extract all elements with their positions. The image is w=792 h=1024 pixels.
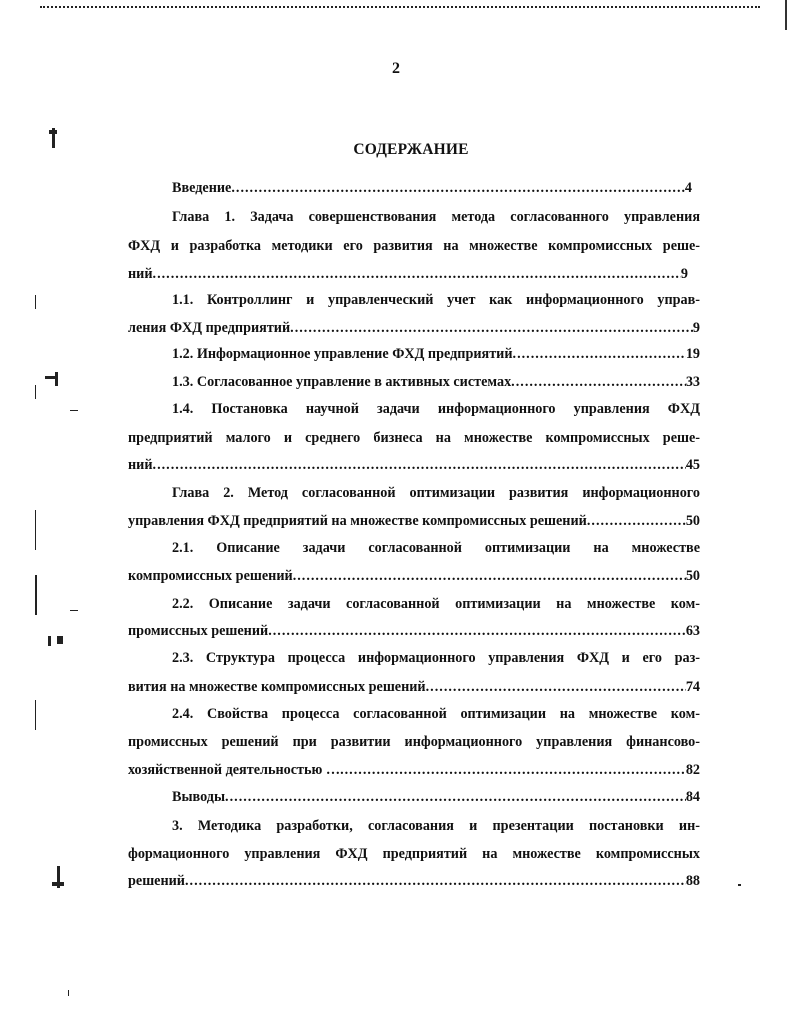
toc-entry-2-3-line1: 2.3. Структура процесса информационного управления ФХД и его раз- — [172, 650, 700, 666]
toc-page: 82 — [685, 762, 700, 778]
scan-artifact-mark — [738, 884, 741, 886]
toc-leader — [268, 622, 686, 640]
toc-leader — [293, 567, 686, 585]
scan-artifact-mark — [35, 385, 36, 399]
toc-entry-1-1-line2 — [128, 319, 700, 337]
scan-artifact-mark — [45, 376, 57, 379]
scan-artifact-mark — [52, 882, 64, 886]
toc-leader — [153, 456, 686, 474]
toc-entry-text: Введение — [172, 180, 232, 196]
toc-page: 19 — [685, 346, 700, 362]
scan-artifact-mark — [35, 575, 37, 615]
toc-title: СОДЕРЖАНИЕ — [353, 141, 469, 158]
toc-page: 63 — [685, 623, 700, 639]
scan-artifact-mark — [55, 372, 58, 386]
toc-entry-2-4-line1: 2.4. Свойства процесса согласованной оптимизации на множестве ком- — [172, 706, 700, 722]
toc-page: 9 — [692, 320, 700, 336]
toc-entry-text: управления ФХД предприятий на множестве компромиссных решений — [128, 513, 587, 529]
toc-page: 88 — [685, 873, 700, 889]
toc-entry-conclusions — [172, 788, 700, 806]
toc-entry-text: 1.2. Информационное управление ФХД предприятий — [172, 346, 513, 362]
toc-entry-text: хозяйственной деятельностью … — [128, 762, 341, 778]
toc-entry-1-4-line2: предприятий малого и среднего бизнеса на множестве компромиссных реше- — [128, 430, 700, 446]
toc-entry-2-2-line2 — [128, 622, 700, 640]
toc-entry-ch1-line2: ФХД и разработка методики его развития на множестве компромиссных реше- — [128, 238, 700, 254]
toc-entry-intro — [172, 179, 692, 197]
page-number: 2 — [392, 60, 400, 77]
toc-entry-text: 1.3. Согласованное управление в активных системах — [172, 374, 512, 390]
toc-page: 84 — [685, 789, 700, 805]
toc-entry-text: Выводы — [172, 789, 226, 805]
toc-page: 4 — [684, 180, 692, 196]
toc-entry-ch3-line2: формационного управления ФХД предприятий на множестве компромиссных — [128, 846, 700, 862]
scan-artifact-mark — [48, 636, 51, 646]
top-border-rule — [40, 6, 760, 8]
toc-entry-text: промиссных решений — [128, 623, 269, 639]
toc-entry-text: решений — [128, 873, 185, 889]
toc-entry-2-1-line1: 2.1. Описание задачи согласованной оптимизации на множестве — [172, 540, 700, 556]
toc-entry-1-3 — [172, 373, 700, 391]
scan-artifact-mark — [57, 636, 63, 644]
toc-entry-1-4-line1: 1.4. Постановка научной задачи информационного управления ФХД — [172, 401, 700, 417]
toc-leader — [587, 512, 686, 530]
toc-entry-2-3-line2 — [128, 678, 700, 696]
toc-entry-text: ний — [128, 266, 153, 282]
toc-leader — [513, 345, 686, 363]
toc-entry-text: ления ФХД предприятий — [128, 320, 291, 336]
toc-entry-text: компромиссных решений — [128, 568, 293, 584]
toc-leader — [153, 265, 681, 283]
toc-entry-1-2 — [172, 345, 700, 363]
toc-page: 50 — [685, 513, 700, 529]
scan-artifact-mark — [70, 410, 78, 411]
toc-leader — [225, 788, 686, 806]
scan-artifact-mark — [70, 610, 78, 611]
toc-entry-1-4-line3 — [128, 456, 700, 474]
toc-entry-1-1-line1: 1.1. Контроллинг и управленческий учет как информационного управ- — [172, 292, 700, 308]
toc-entry-ch3-line1: 3. Методика разработки, согласования и презентации постановки ин- — [172, 818, 700, 834]
toc-leader — [340, 761, 686, 779]
toc-entry-ch2-line2 — [128, 512, 700, 530]
toc-leader — [185, 872, 686, 890]
toc-leader — [290, 319, 693, 337]
toc-entry-ch1-line3 — [128, 265, 688, 283]
toc-entry-text: ний — [128, 457, 153, 473]
toc-page: 45 — [685, 457, 700, 473]
toc-entry-ch1-line1: Глава 1. Задача совершенствования метода согласованного управления — [172, 209, 700, 225]
scan-artifact-mark — [35, 510, 36, 550]
toc-leader — [426, 678, 686, 696]
scan-artifact-mark — [49, 130, 57, 134]
toc-page: 50 — [685, 568, 700, 584]
toc-entry-ch3-line3 — [128, 872, 700, 890]
toc-leader — [231, 179, 685, 197]
toc-page: 33 — [685, 374, 700, 390]
toc-entry-2-4-line3 — [128, 761, 700, 779]
toc-entry-2-2-line1: 2.2. Описание задачи согласованной оптимизации на множестве ком- — [172, 596, 700, 612]
right-border-rule — [785, 0, 787, 30]
scan-artifact-mark — [68, 990, 69, 996]
scan-artifact-mark — [35, 295, 36, 309]
toc-entry-2-1-line2 — [128, 567, 700, 585]
toc-entry-2-4-line2: промиссных решений при развитии информационного управления финансово- — [128, 734, 700, 750]
toc-page: 74 — [685, 679, 700, 695]
toc-entry-ch2-line1: Глава 2. Метод согласованной оптимизации развития информационного — [172, 485, 700, 501]
toc-page: 9 — [680, 266, 688, 282]
toc-entry-text: вития на множестве компромиссных решений — [128, 679, 426, 695]
toc-leader — [511, 373, 686, 391]
scan-artifact-mark — [35, 700, 36, 730]
